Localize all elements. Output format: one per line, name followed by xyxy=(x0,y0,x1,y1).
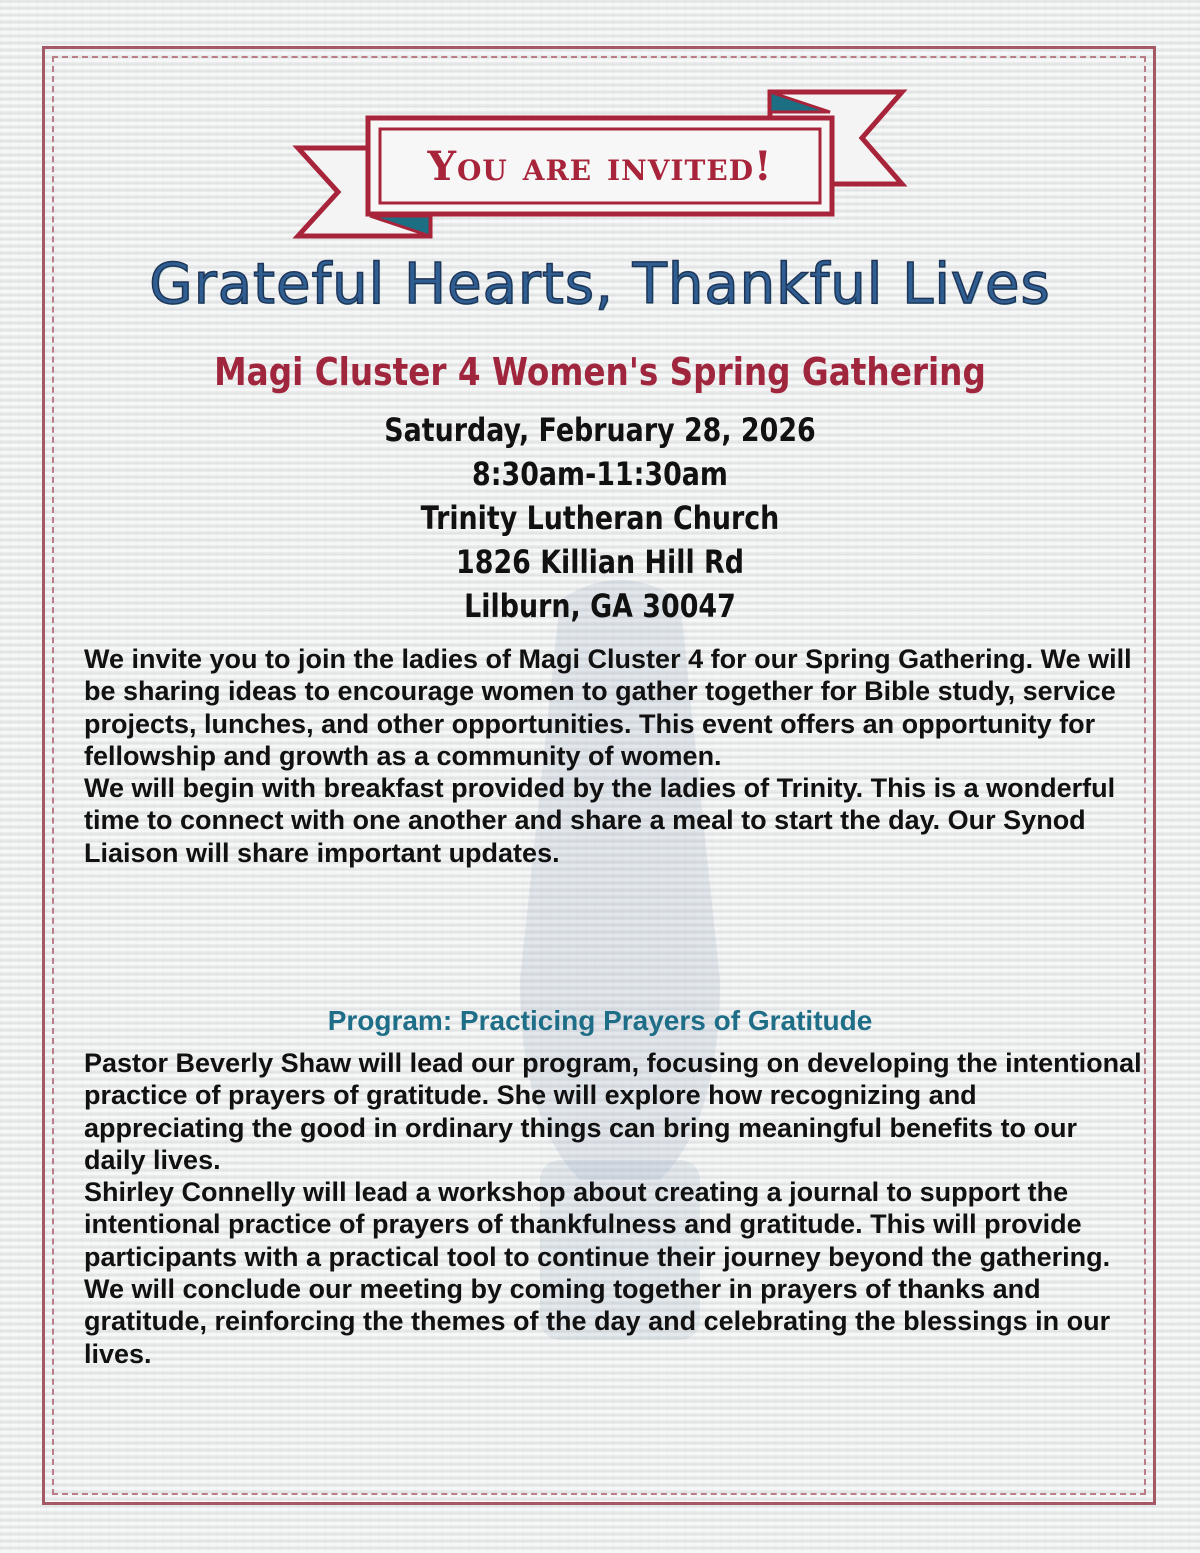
event-city: Lilburn, GA 30047 xyxy=(464,587,736,625)
event-details xyxy=(0,408,1200,628)
program-paragraph: Pastor Beverly Shaw will lead our program, focusing on developing the intentional practice of prayers of gratitude. She will explore how recognizing and appreciating the good in ordinary things can bring meaningful benefits to our daily lives. xyxy=(84,1048,1142,1175)
program-section xyxy=(84,1047,1144,1370)
event-street: 1826 Killian Hill Rd xyxy=(456,543,744,581)
event-venue: Trinity Lutheran Church xyxy=(420,499,780,537)
intro-paragraph: We invite you to join the ladies of Magi Cluster 4 for our Spring Gathering. We will be sharing ideas to encourage women to gather together for Bible study, service projects, lunches, and other opportunities. This event offers an opportunity for fellowship and growth as a community of women. xyxy=(84,644,1132,771)
program-paragraph: We will conclude our meeting by coming together in prayers of thanks and gratitude, reinforcing the themes of the day and celebrating the blessings in our lives. xyxy=(84,1274,1111,1369)
event-subtitle: Magi Cluster 4 Women's Spring Gathering xyxy=(214,350,986,394)
page-title: Grateful Hearts, Thankful Lives xyxy=(149,252,1051,317)
event-date: Saturday, February 28, 2026 xyxy=(384,411,816,449)
program-heading: Program: Practicing Prayers of Gratitude xyxy=(327,1005,873,1036)
program-paragraph: Shirley Connelly will lead a workshop about creating a journal to support the intentional practice of prayers of thankfulness and gratitude. This will provide participants with a practical tool to continue their journey beyond the gathering. xyxy=(84,1177,1111,1272)
banner-text: You are invited! xyxy=(427,142,773,190)
intro-section xyxy=(84,643,1144,869)
intro-paragraph: We will begin with breakfast provided by the ladies of Trinity. This is a wonderful time to connect with one another and share a meal to start the day. Our Synod Liaison will share important updates. xyxy=(84,773,1116,868)
event-time: 8:30am-11:30am xyxy=(472,455,728,493)
